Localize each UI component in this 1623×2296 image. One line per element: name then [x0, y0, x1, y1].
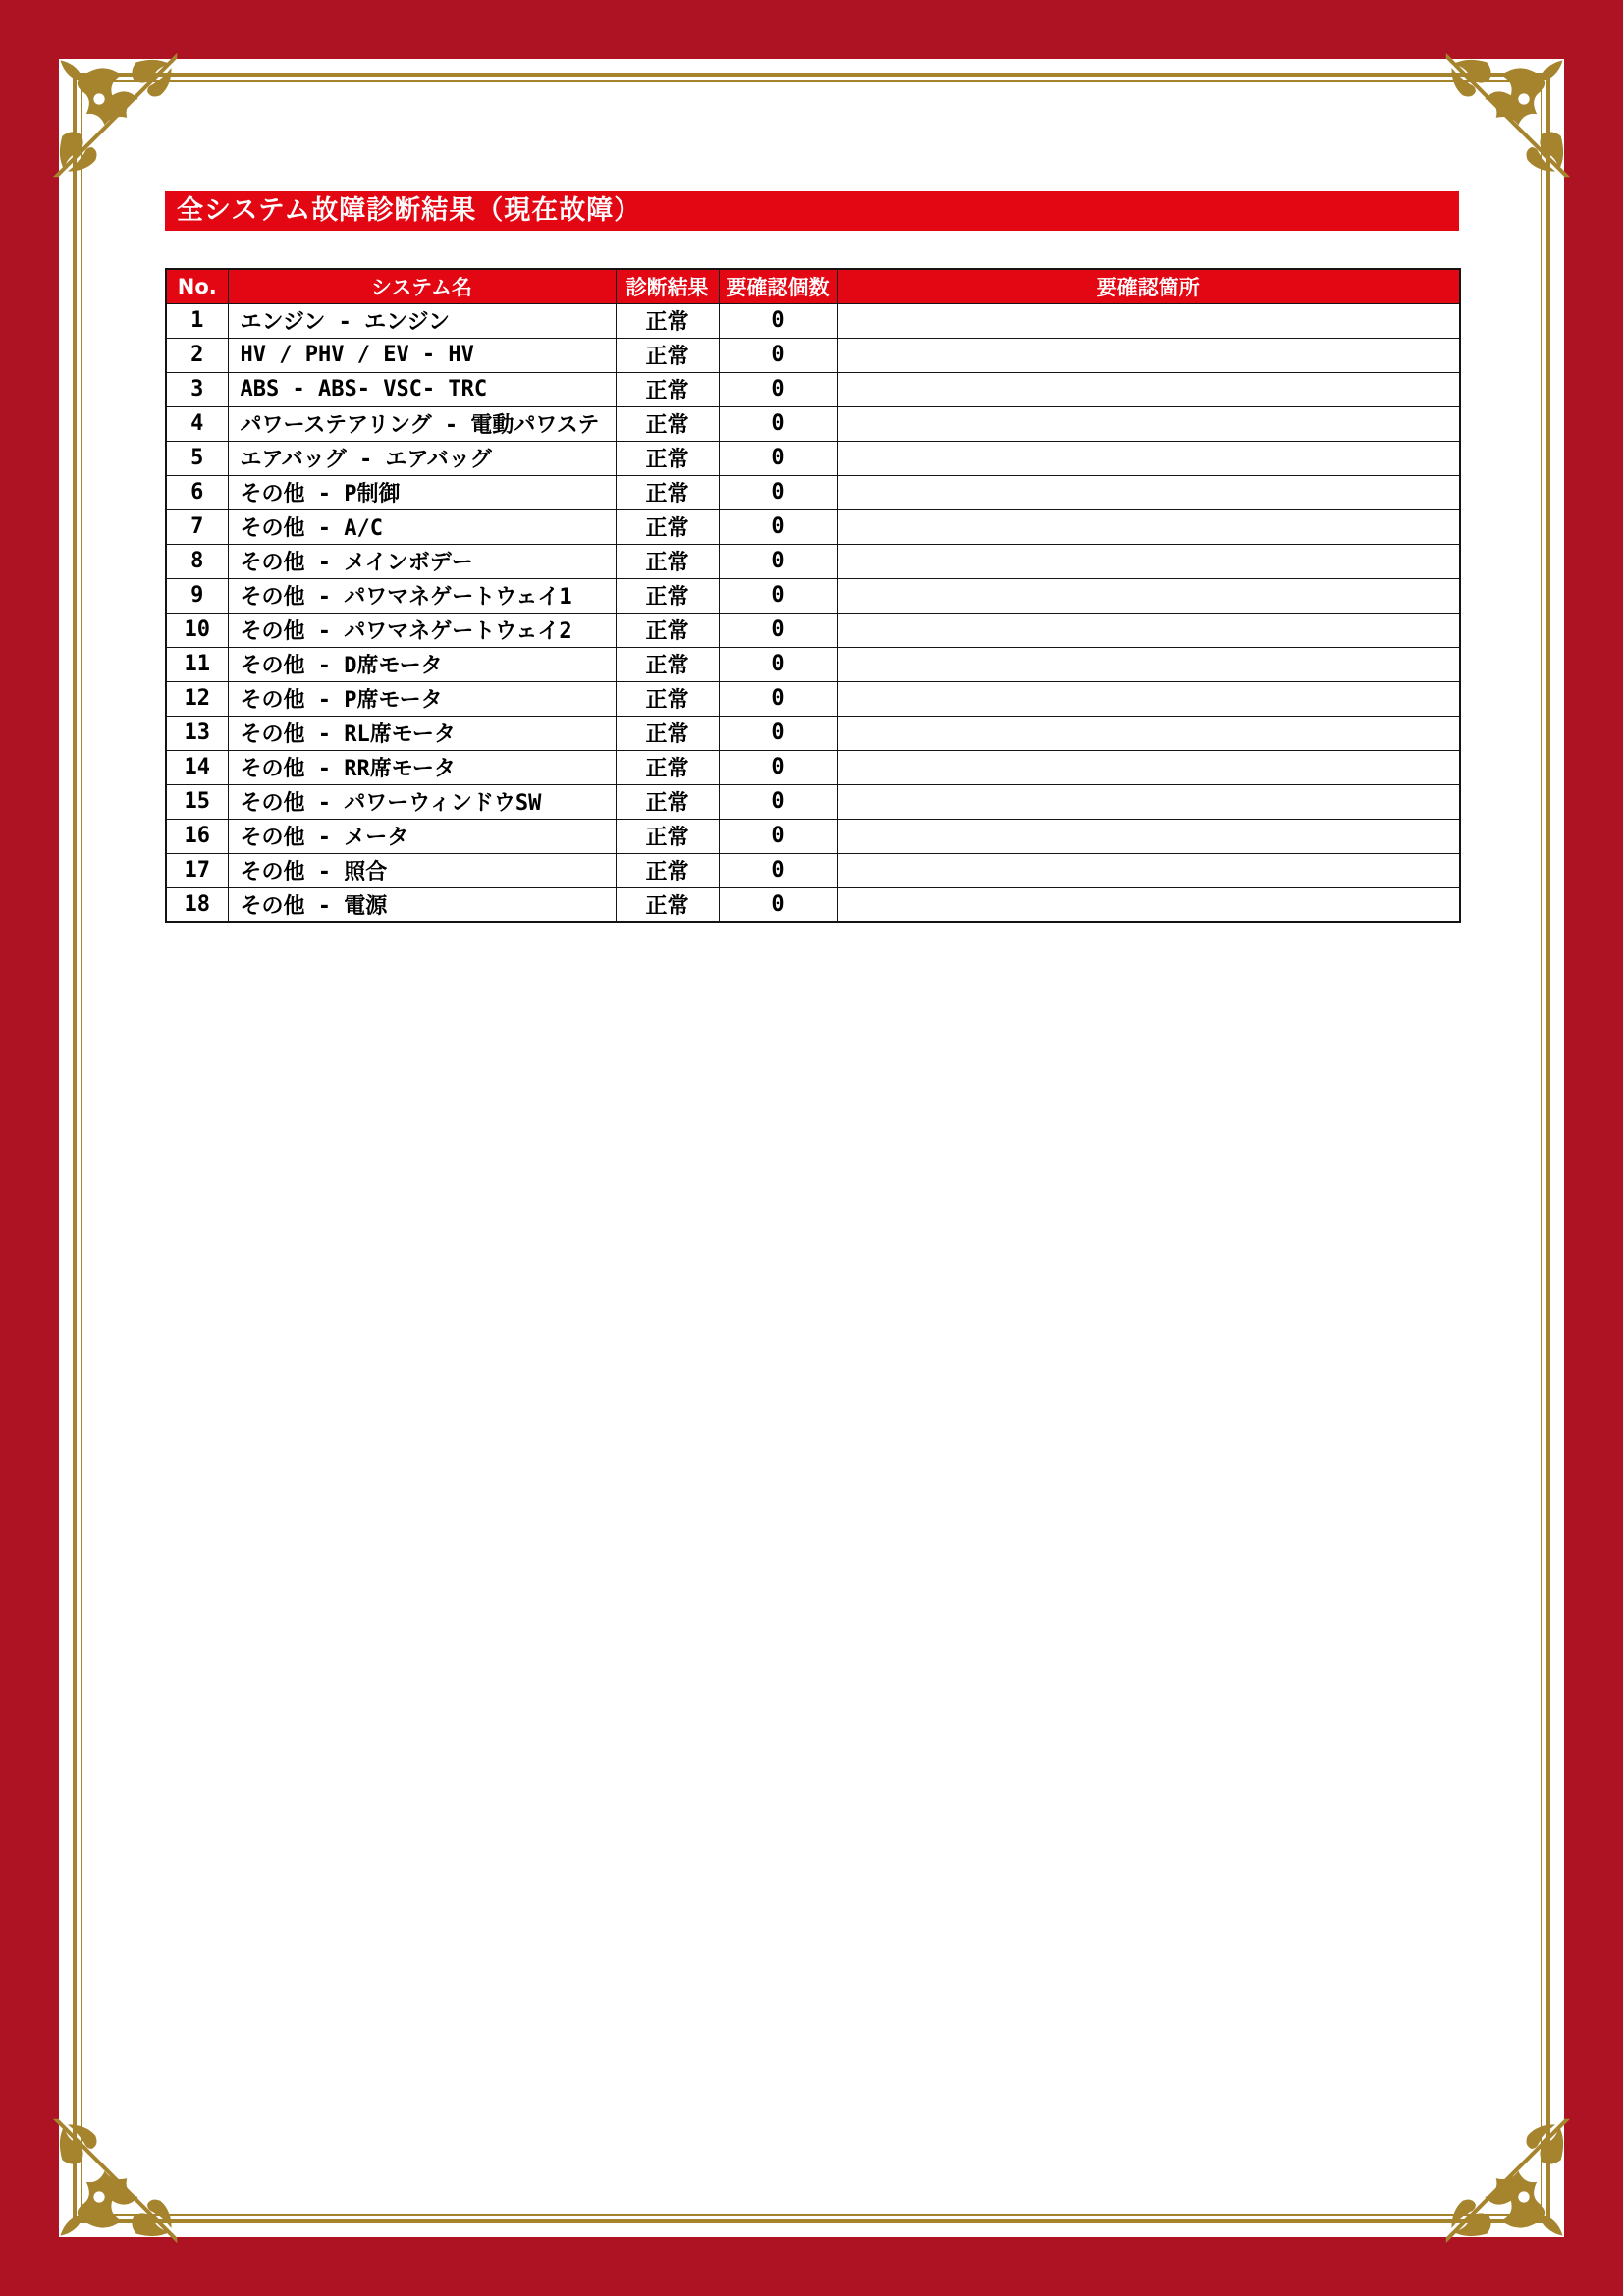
- system-name-cell: エンジン - エンジン: [228, 303, 616, 338]
- check-location-cell: [837, 750, 1460, 784]
- system-name-cell: HV / PHV / EV - HV: [228, 338, 616, 372]
- check-location-cell: [837, 544, 1460, 578]
- check-location-cell: [837, 887, 1460, 922]
- system-name-cell: その他 - パワマネゲートウェイ2: [228, 613, 616, 647]
- system-name-cell: その他 - パワマネゲートウェイ1: [228, 578, 616, 613]
- check-location-cell: [837, 613, 1460, 647]
- check-count-cell: 0: [719, 578, 837, 613]
- diagnosis-result-cell: 正常: [616, 750, 719, 784]
- table-row: [166, 406, 1460, 441]
- gold-filigree-corner-icon: [51, 51, 181, 181]
- row-number-cell: 18: [166, 887, 228, 922]
- row-number-cell: 12: [166, 681, 228, 716]
- check-location-cell: [837, 303, 1460, 338]
- table-row: [166, 681, 1460, 716]
- diagnosis-result-cell: 正常: [616, 303, 719, 338]
- page-title: 全システム故障診断結果（現在故障）: [165, 191, 1459, 231]
- check-count-cell: 0: [719, 784, 837, 819]
- check-count-cell: 0: [719, 750, 837, 784]
- diagnosis-result-cell: 正常: [616, 853, 719, 887]
- system-name-cell: ABS - ABS- VSC- TRC: [228, 372, 616, 406]
- system-name-cell: その他 - P制御: [228, 475, 616, 509]
- row-number-cell: 9: [166, 578, 228, 613]
- system-name-cell: その他 - RR席モータ: [228, 750, 616, 784]
- row-number-cell: 8: [166, 544, 228, 578]
- system-name-cell: その他 - 電源: [228, 887, 616, 922]
- column-header-check-location: 要確認箇所: [837, 269, 1460, 303]
- row-number-cell: 16: [166, 819, 228, 853]
- table-row: [166, 303, 1460, 338]
- system-name-cell: その他 - A/C: [228, 509, 616, 544]
- check-location-cell: [837, 441, 1460, 475]
- row-number-cell: 1: [166, 303, 228, 338]
- check-count-cell: 0: [719, 853, 837, 887]
- diagnosis-result-cell: 正常: [616, 819, 719, 853]
- gold-filigree-corner-icon: [1442, 51, 1572, 181]
- check-count-cell: 0: [719, 681, 837, 716]
- check-location-cell: [837, 681, 1460, 716]
- column-header-no: No.: [166, 269, 228, 303]
- system-name-cell: その他 - メータ: [228, 819, 616, 853]
- diagnosis-result-cell: 正常: [616, 716, 719, 750]
- system-name-cell: パワーステアリング - 電動パワステ: [228, 406, 616, 441]
- check-count-cell: 0: [719, 716, 837, 750]
- table-row: [166, 716, 1460, 750]
- row-number-cell: 5: [166, 441, 228, 475]
- row-number-cell: 2: [166, 338, 228, 372]
- row-number-cell: 7: [166, 509, 228, 544]
- row-number-cell: 6: [166, 475, 228, 509]
- table-row: [166, 887, 1460, 922]
- check-location-cell: [837, 338, 1460, 372]
- system-name-cell: エアバッグ - エアバッグ: [228, 441, 616, 475]
- check-location-cell: [837, 406, 1460, 441]
- diagnosis-result-cell: 正常: [616, 441, 719, 475]
- diagnosis-result-cell: 正常: [616, 681, 719, 716]
- table-row: [166, 441, 1460, 475]
- check-count-cell: 0: [719, 613, 837, 647]
- table-row: [166, 750, 1460, 784]
- table-row: [166, 853, 1460, 887]
- diagnosis-result-cell: 正常: [616, 509, 719, 544]
- table-row: [166, 509, 1460, 544]
- check-location-cell: [837, 578, 1460, 613]
- diagnosis-result-cell: 正常: [616, 475, 719, 509]
- diagnosis-table: [165, 268, 1461, 923]
- table-row: [166, 784, 1460, 819]
- table-row: [166, 338, 1460, 372]
- diagnosis-result-cell: 正常: [616, 613, 719, 647]
- diagnosis-result-cell: 正常: [616, 578, 719, 613]
- row-number-cell: 13: [166, 716, 228, 750]
- diagnosis-result-cell: 正常: [616, 372, 719, 406]
- row-number-cell: 14: [166, 750, 228, 784]
- check-count-cell: 0: [719, 372, 837, 406]
- row-number-cell: 3: [166, 372, 228, 406]
- system-name-cell: その他 - P席モータ: [228, 681, 616, 716]
- table-row: [166, 647, 1460, 681]
- system-name-cell: その他 - 照合: [228, 853, 616, 887]
- table-row: [166, 819, 1460, 853]
- check-count-cell: 0: [719, 303, 837, 338]
- check-count-cell: 0: [719, 647, 837, 681]
- table-row: [166, 613, 1460, 647]
- check-location-cell: [837, 647, 1460, 681]
- column-header-diagnosis-result: 診断結果: [616, 269, 719, 303]
- header-row: [166, 269, 1460, 303]
- diagnosis-result-cell: 正常: [616, 338, 719, 372]
- check-count-cell: 0: [719, 819, 837, 853]
- row-number-cell: 11: [166, 647, 228, 681]
- check-count-cell: 0: [719, 338, 837, 372]
- check-location-cell: [837, 784, 1460, 819]
- check-location-cell: [837, 819, 1460, 853]
- check-location-cell: [837, 372, 1460, 406]
- check-count-cell: 0: [719, 475, 837, 509]
- table-row: [166, 372, 1460, 406]
- table-row: [166, 544, 1460, 578]
- row-number-cell: 4: [166, 406, 228, 441]
- diagnosis-result-cell: 正常: [616, 887, 719, 922]
- row-number-cell: 15: [166, 784, 228, 819]
- column-header-system-name: システム名: [228, 269, 616, 303]
- check-count-cell: 0: [719, 887, 837, 922]
- row-number-cell: 10: [166, 613, 228, 647]
- gold-filigree-corner-icon: [51, 2115, 181, 2245]
- diagnosis-result-cell: 正常: [616, 784, 719, 819]
- gold-filigree-corner-icon: [1442, 2115, 1572, 2245]
- check-count-cell: 0: [719, 509, 837, 544]
- system-name-cell: その他 - パワーウィンドウSW: [228, 784, 616, 819]
- check-count-cell: 0: [719, 544, 837, 578]
- table-row: [166, 475, 1460, 509]
- check-count-cell: 0: [719, 441, 837, 475]
- check-location-cell: [837, 853, 1460, 887]
- column-header-check-count: 要確認個数: [719, 269, 837, 303]
- diagnosis-result-cell: 正常: [616, 647, 719, 681]
- system-name-cell: その他 - メインボデー: [228, 544, 616, 578]
- check-location-cell: [837, 509, 1460, 544]
- diagnosis-result-cell: 正常: [616, 544, 719, 578]
- table-row: [166, 578, 1460, 613]
- table-body: [166, 303, 1460, 922]
- system-name-cell: その他 - RL席モータ: [228, 716, 616, 750]
- system-name-cell: その他 - D席モータ: [228, 647, 616, 681]
- check-location-cell: [837, 716, 1460, 750]
- check-count-cell: 0: [719, 406, 837, 441]
- check-location-cell: [837, 475, 1460, 509]
- row-number-cell: 17: [166, 853, 228, 887]
- diagnosis-result-cell: 正常: [616, 406, 719, 441]
